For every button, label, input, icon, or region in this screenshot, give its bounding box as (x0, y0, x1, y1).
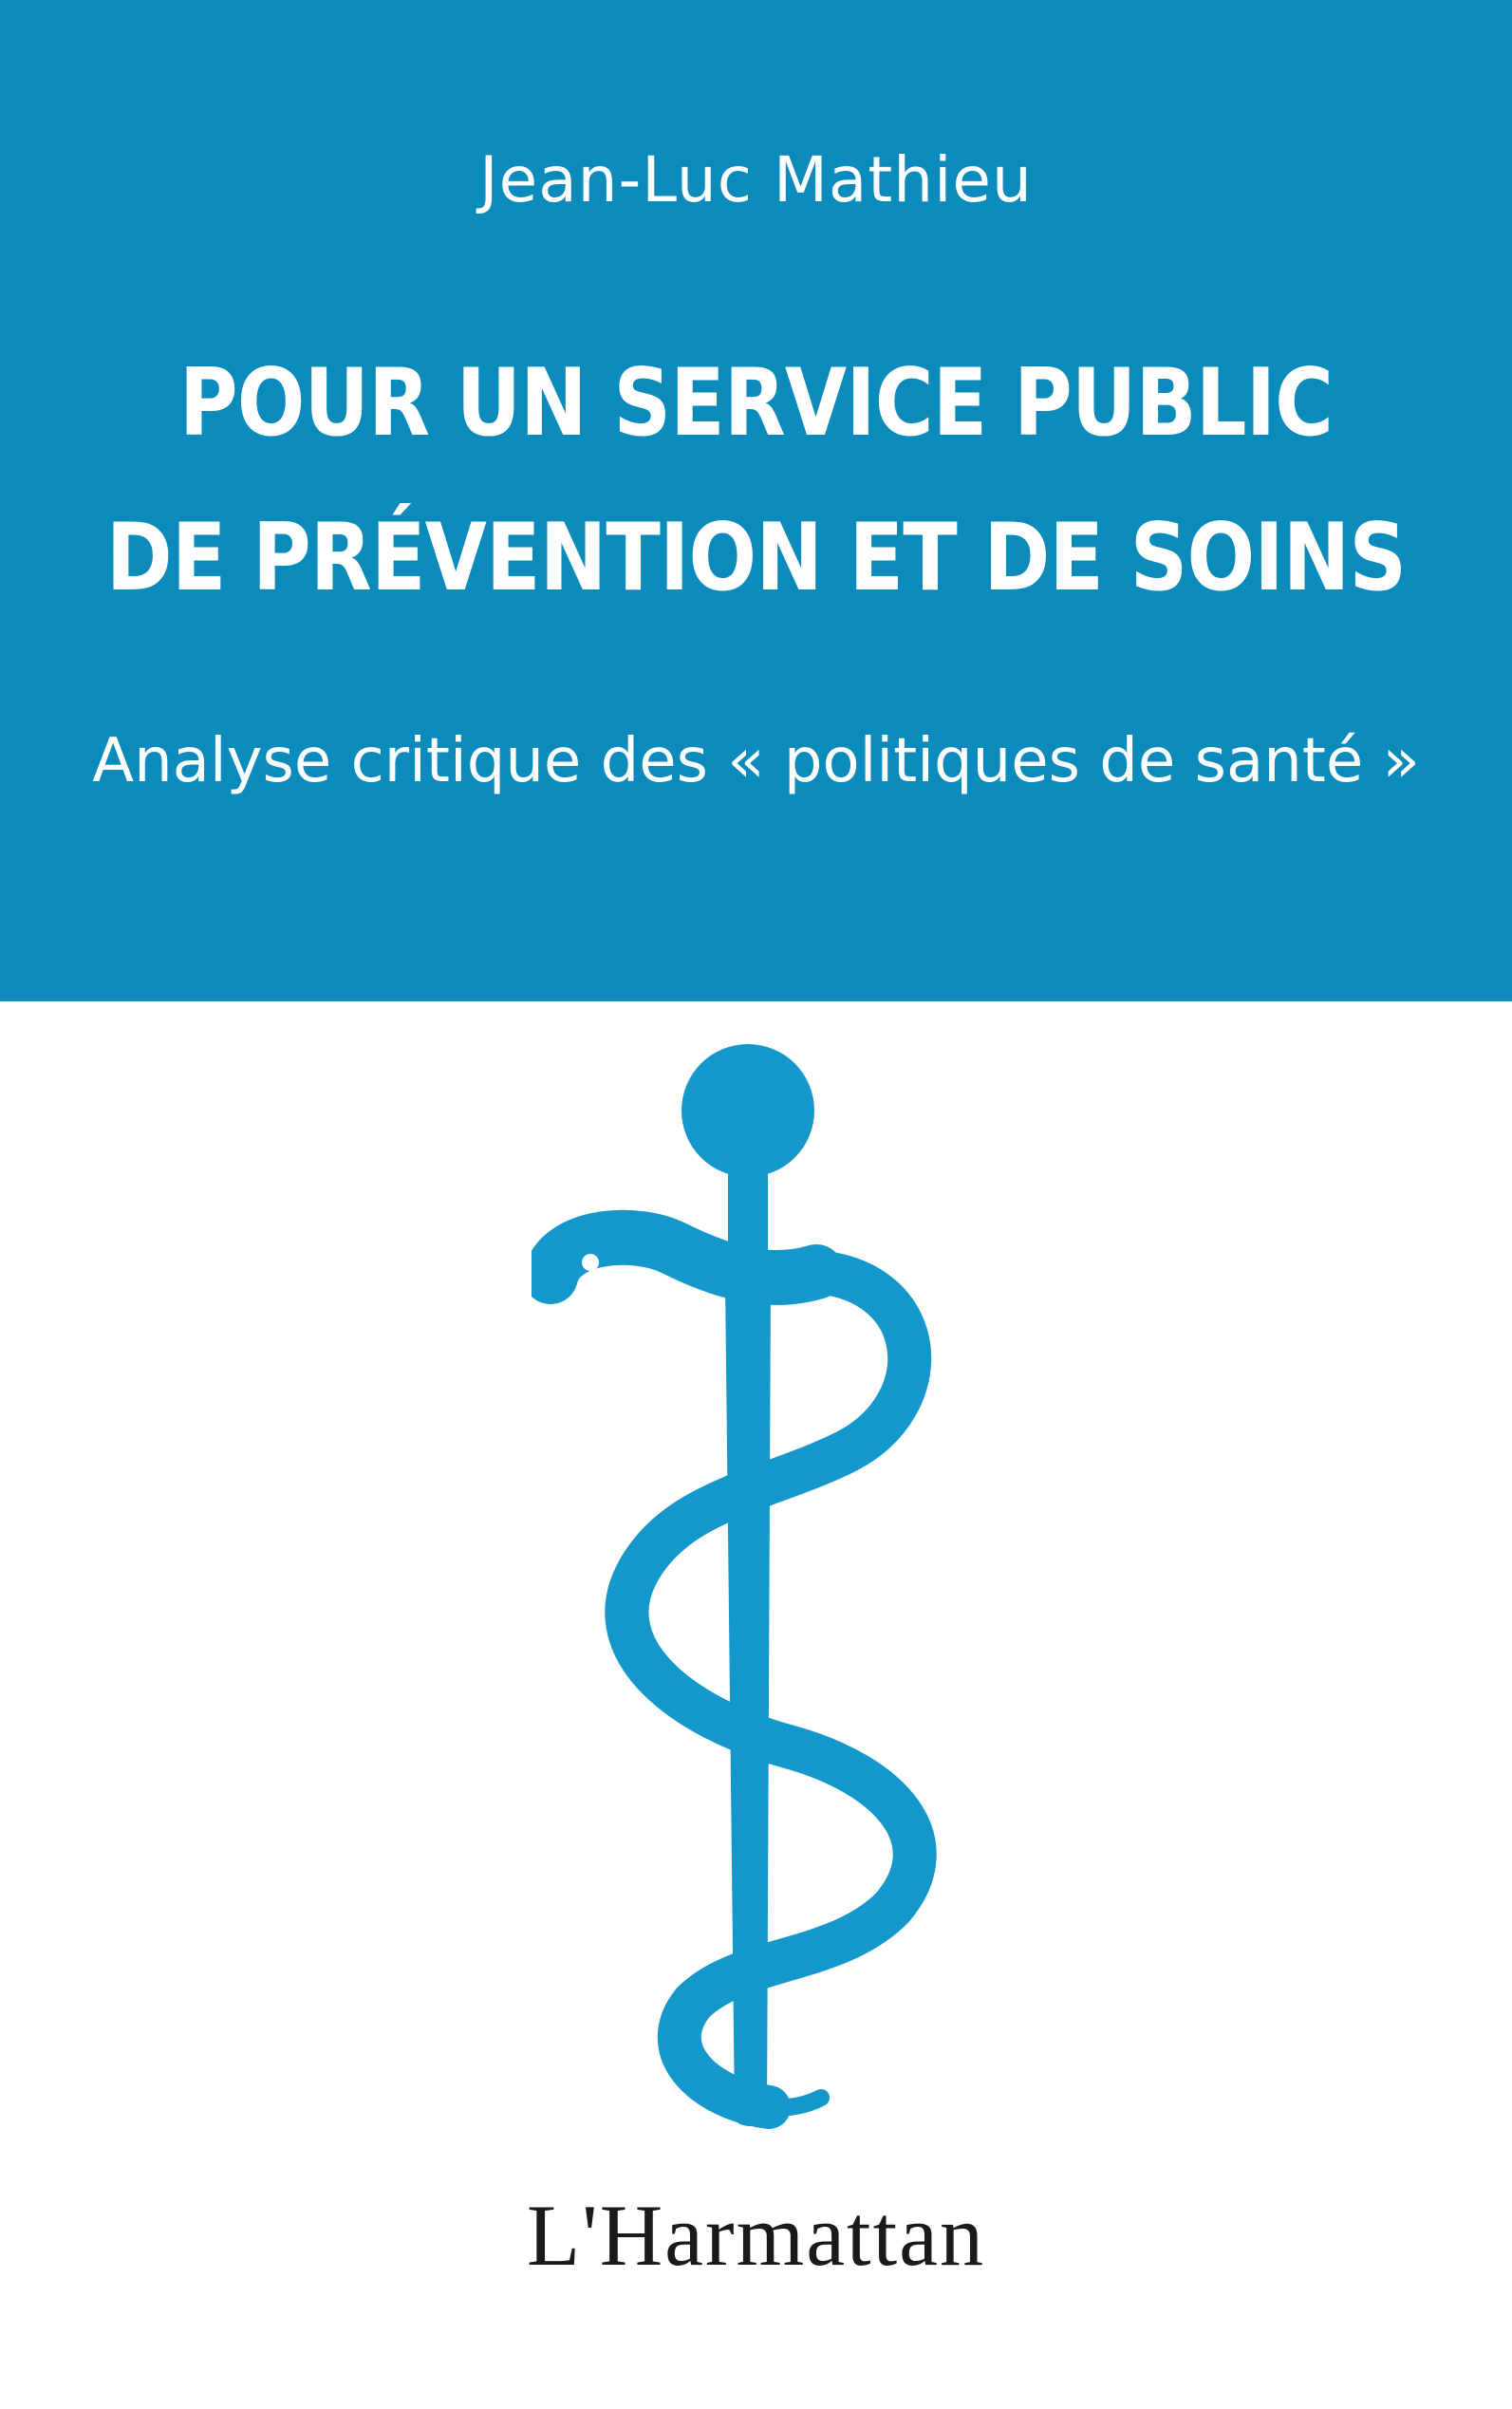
harmattan-logo-icon: L'Harmattan (526, 2187, 986, 2284)
book-subtitle: Analyse critique des « politiques de santé » (92, 726, 1420, 796)
book-title-line-2: DE PRÉVENTION ET DE SOINS (105, 504, 1407, 612)
rod-of-asclepius-icon (532, 1044, 987, 2136)
publisher-logo (0, 2183, 1512, 2288)
book-title-line-1: POUR UN SERVICE PUBLIC (178, 349, 1334, 458)
author-name: Jean-Luc Mathieu (479, 143, 1033, 216)
